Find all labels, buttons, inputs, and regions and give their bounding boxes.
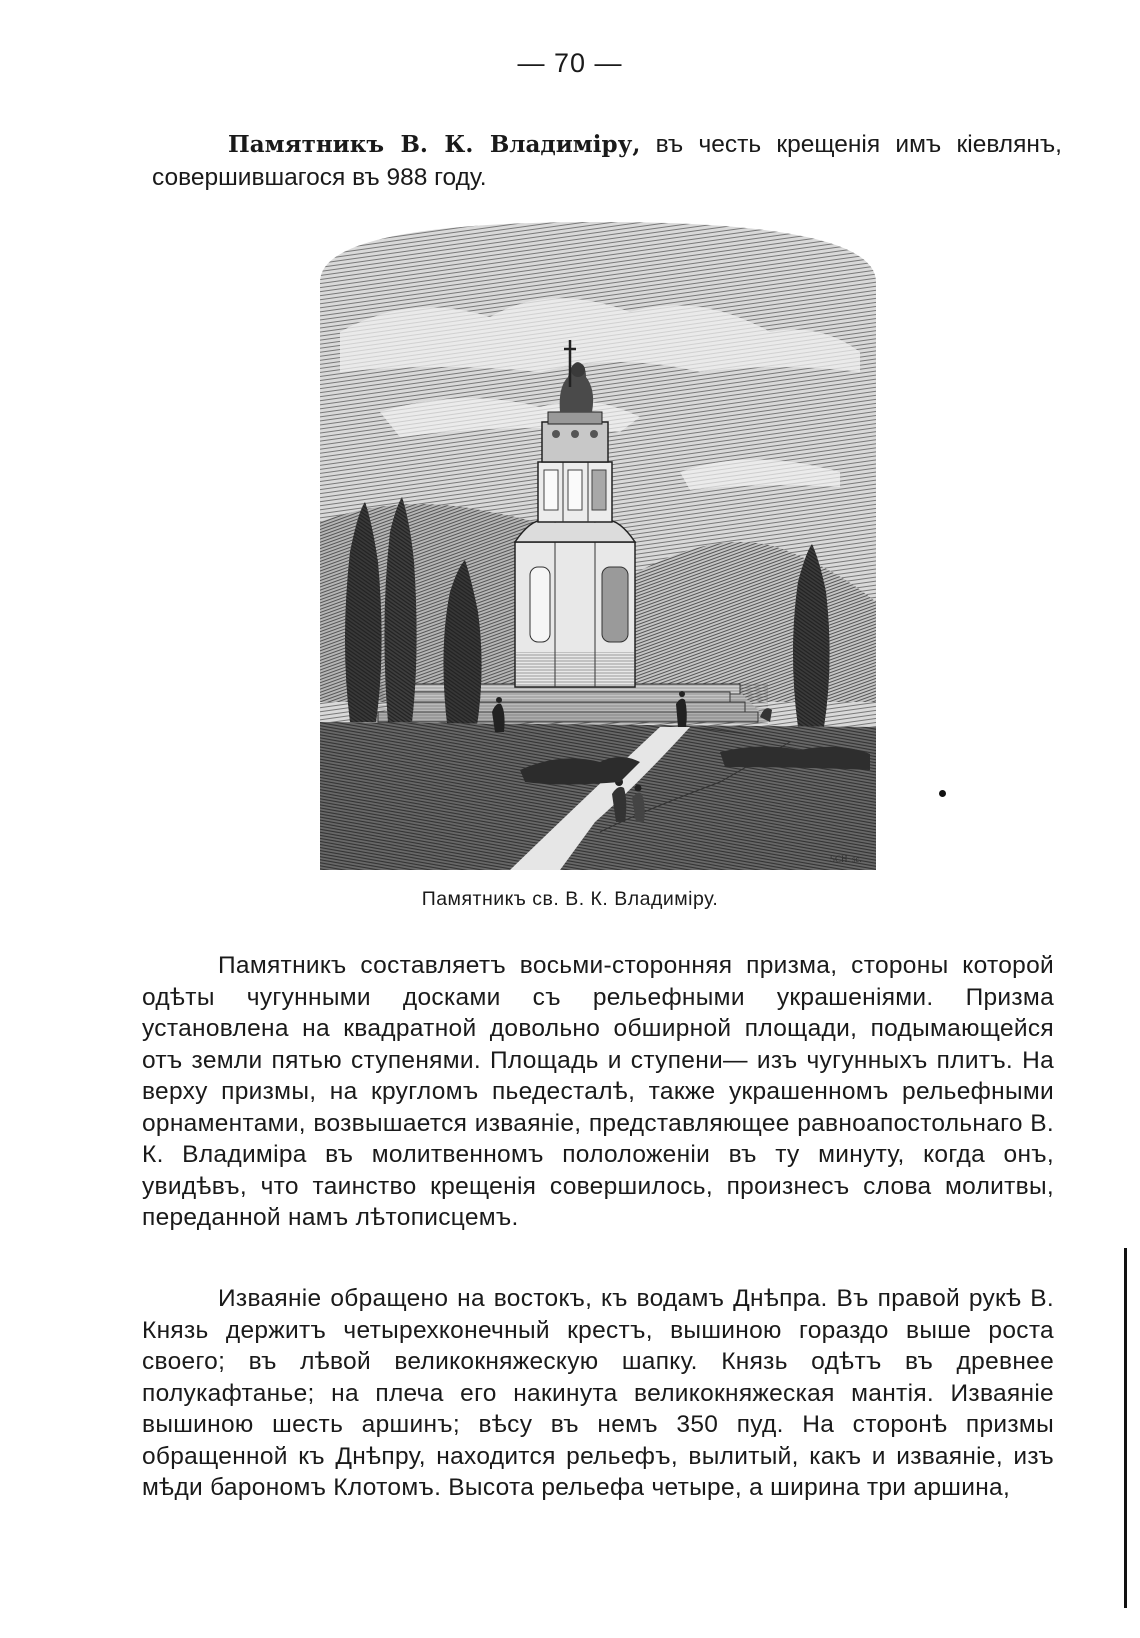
section-heading [152,128,1062,194]
body-text-1 [142,950,1054,1234]
scan-dot [939,790,946,797]
page-number: — 70 — [517,48,623,78]
monument-engraving [320,222,876,870]
figure-caption: Памятникъ св. В. К. Владиміру. [421,888,719,910]
engraving-figure [320,222,876,870]
monument-steps [368,684,770,724]
heading-text: въ честь крещенія имъ кіевлянъ, совершившагося въ 988 году. [152,131,1062,191]
body-text-2 [142,1283,1054,1504]
scan-edge-mark [1124,1248,1127,1608]
engraver-mark: SCH. sc. [830,854,862,864]
paragraph: Изваяніе обращено на востокъ, къ водамъ Днѣпра. Въ правой рукѣ В. Князь держитъ четырехконечный крестъ, вышиною гораздо выше роста своего; въ лѣвой великокняжескую шапку. Князь одѣтъ въ древнее полукафтанье; на плеча его накинута великокняжеская мантія. Изваяніе вышиною шесть аршинъ; вѣсу въ немъ 350 пуд. На сторонѣ призмы обращенной къ Днѣпру, находится рельефъ, вылитый, какъ и изваяніе, изъ мѣди барономъ Клотомъ. Высота рельефа четыре, а ширина три аршина, [142,1285,1054,1501]
paragraph: Памятникъ составляетъ восьми-сторонняя призма, стороны которой одѣты чугунными досками съ рельефными украшеніями. Призма установлена на квадратной довольно обширной площади, подымающейся отъ земли пятью ступенями. Площадь и ступени— изъ чугунныхъ плитъ. На верху призмы, на кругломъ пьедесталѣ, также украшенномъ рельефными орнаментами, возвышается изваяніе, представляющее равноапостольнаго В. К. Владиміра въ молитвенномъ пололоженіи въ ту минуту, когда онъ, увидѣвъ, что таинство крещенія совершилось, произнесъ слова молитвы, переданной намъ лѣтописцемъ. [142,952,1054,1231]
heading-title: Памятникъ В. К. Владиміру, [228,131,641,158]
